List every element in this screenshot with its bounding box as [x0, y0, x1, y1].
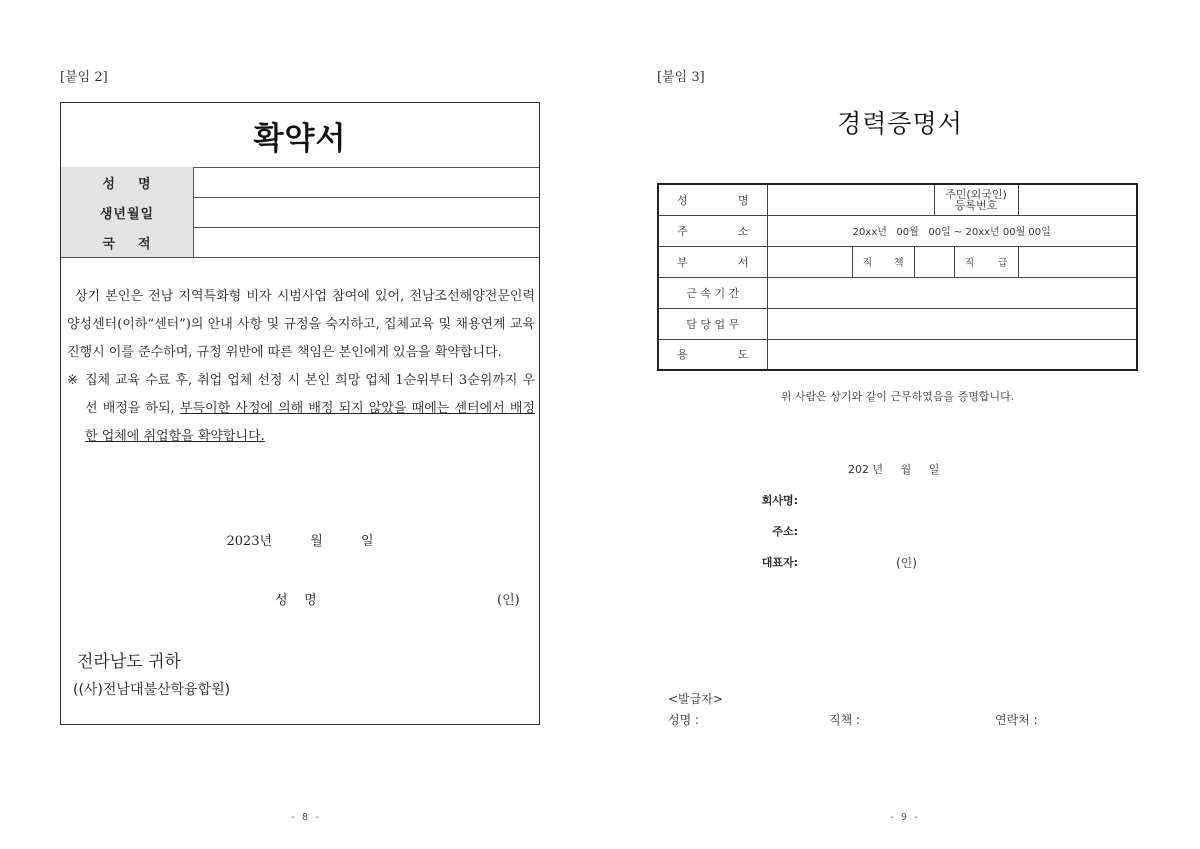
table-row-name — [658, 184, 1137, 215]
pledge-note — [67, 367, 535, 451]
certificate-date — [848, 461, 953, 477]
table-row-department — [658, 246, 1137, 277]
note-underlined-text: 부득이한 사정에 의해 배정 되지 않았을 때에는 센터에서 배정한 업체에 취업함을 확약합니다. — [85, 401, 535, 444]
label-purpose: 용 도 — [658, 339, 767, 370]
input-department[interactable] — [767, 246, 852, 277]
company-address-label: 주소: — [772, 525, 798, 538]
label-duty: 직 책 — [852, 246, 914, 277]
table-row-purpose — [658, 339, 1137, 370]
annex-label-3: [붙임 3] — [657, 70, 705, 85]
field-label-name: 성 명 — [61, 167, 194, 197]
issuer-heading: <발급자> — [668, 692, 723, 706]
input-duty[interactable] — [914, 246, 954, 277]
page-number-9: - 9 - — [889, 812, 920, 823]
table-row-task — [658, 308, 1137, 339]
certificate-title: 경력증명서 — [837, 109, 963, 138]
pledge-title: 확약서 — [61, 103, 539, 168]
company-name-label: 회사명: — [761, 494, 798, 507]
certify-statement: 위 사람은 상기와 같이 근무하였음을 증명합니다. — [780, 390, 1015, 403]
field-input-birthdate[interactable] — [194, 197, 539, 227]
signature-label: 성 명 — [275, 593, 317, 608]
table-row-address — [658, 215, 1137, 246]
date-day: 일 — [360, 534, 374, 549]
label-task: 담 당 업 무 — [658, 308, 767, 339]
date-year: 202 년 — [848, 463, 884, 476]
label-period: 근 속 기 간 — [658, 277, 767, 308]
organization: ((사)전남대불산학융합원) — [73, 682, 231, 698]
field-label-nationality: 국 적 — [61, 227, 194, 257]
date-month: 월 — [310, 534, 323, 549]
field-row-birthdate — [61, 197, 539, 228]
issuer-name-label: 성명 : — [668, 713, 700, 727]
label-name: 성 명 — [658, 184, 767, 215]
pledge-date — [61, 530, 539, 549]
input-period[interactable] — [767, 277, 1137, 308]
label-department: 부 서 — [658, 246, 767, 277]
field-row-nationality — [61, 227, 539, 258]
recipient: 전라남도 귀하 — [77, 652, 181, 672]
label-rank: 직 급 — [954, 246, 1018, 277]
career-certificate-table — [657, 183, 1138, 371]
annex-label-2: [붙임 2] — [60, 70, 108, 85]
representative-seal: (인) — [896, 556, 917, 570]
label-address: 주 소 — [658, 215, 767, 246]
date-year: 2023년 — [226, 534, 273, 549]
reference-mark-icon: ※ — [67, 373, 78, 388]
pledge-form — [60, 102, 540, 725]
issuer-position-label: 직책 : — [829, 713, 861, 727]
input-name[interactable] — [767, 184, 934, 215]
note-text: 집체 교육 수료 후, 취업 업체 선정 시 본인 희망 업체 1순위부터 3순위까지 우선 배정을 하되, — [85, 373, 535, 416]
representative-label: 대표자: — [761, 556, 798, 569]
signature-seal: (인) — [497, 593, 520, 608]
input-address[interactable]: 20xx년 00월 00일 ~ 20xx년 00월 00일 — [767, 215, 1137, 246]
issuer-contact-label: 연락처 : — [995, 713, 1038, 727]
label-registration-number: 주민(외국인) 등록번호 — [934, 184, 1018, 215]
pledge-body — [67, 283, 535, 451]
date-month: 월 — [900, 463, 912, 476]
input-rank[interactable] — [1018, 246, 1137, 277]
date-day: 일 — [928, 463, 940, 476]
pledge-paragraph: 상기 본인은 전남 지역특화형 비자 시범사업 참여에 있어, 전남조선해양전문인력양성센터(이하“센터”)의 안내 사항 및 규정을 숙지하고, 집체교육 및 채용연계 교육 진행시 이를 준수하며, 규정 위반에 따른 책임은 본인에게 있음을 확약합니다. — [67, 289, 535, 360]
page-number-8: - 8 - — [290, 812, 321, 823]
input-registration-number[interactable] — [1018, 184, 1137, 215]
field-label-birthdate: 생년월일 — [61, 197, 194, 227]
field-input-name[interactable] — [194, 167, 539, 197]
field-row-name — [61, 167, 539, 198]
table-row-period — [658, 277, 1137, 308]
input-task[interactable] — [767, 308, 1137, 339]
field-input-nationality[interactable] — [194, 227, 539, 257]
input-purpose[interactable] — [767, 339, 1137, 370]
